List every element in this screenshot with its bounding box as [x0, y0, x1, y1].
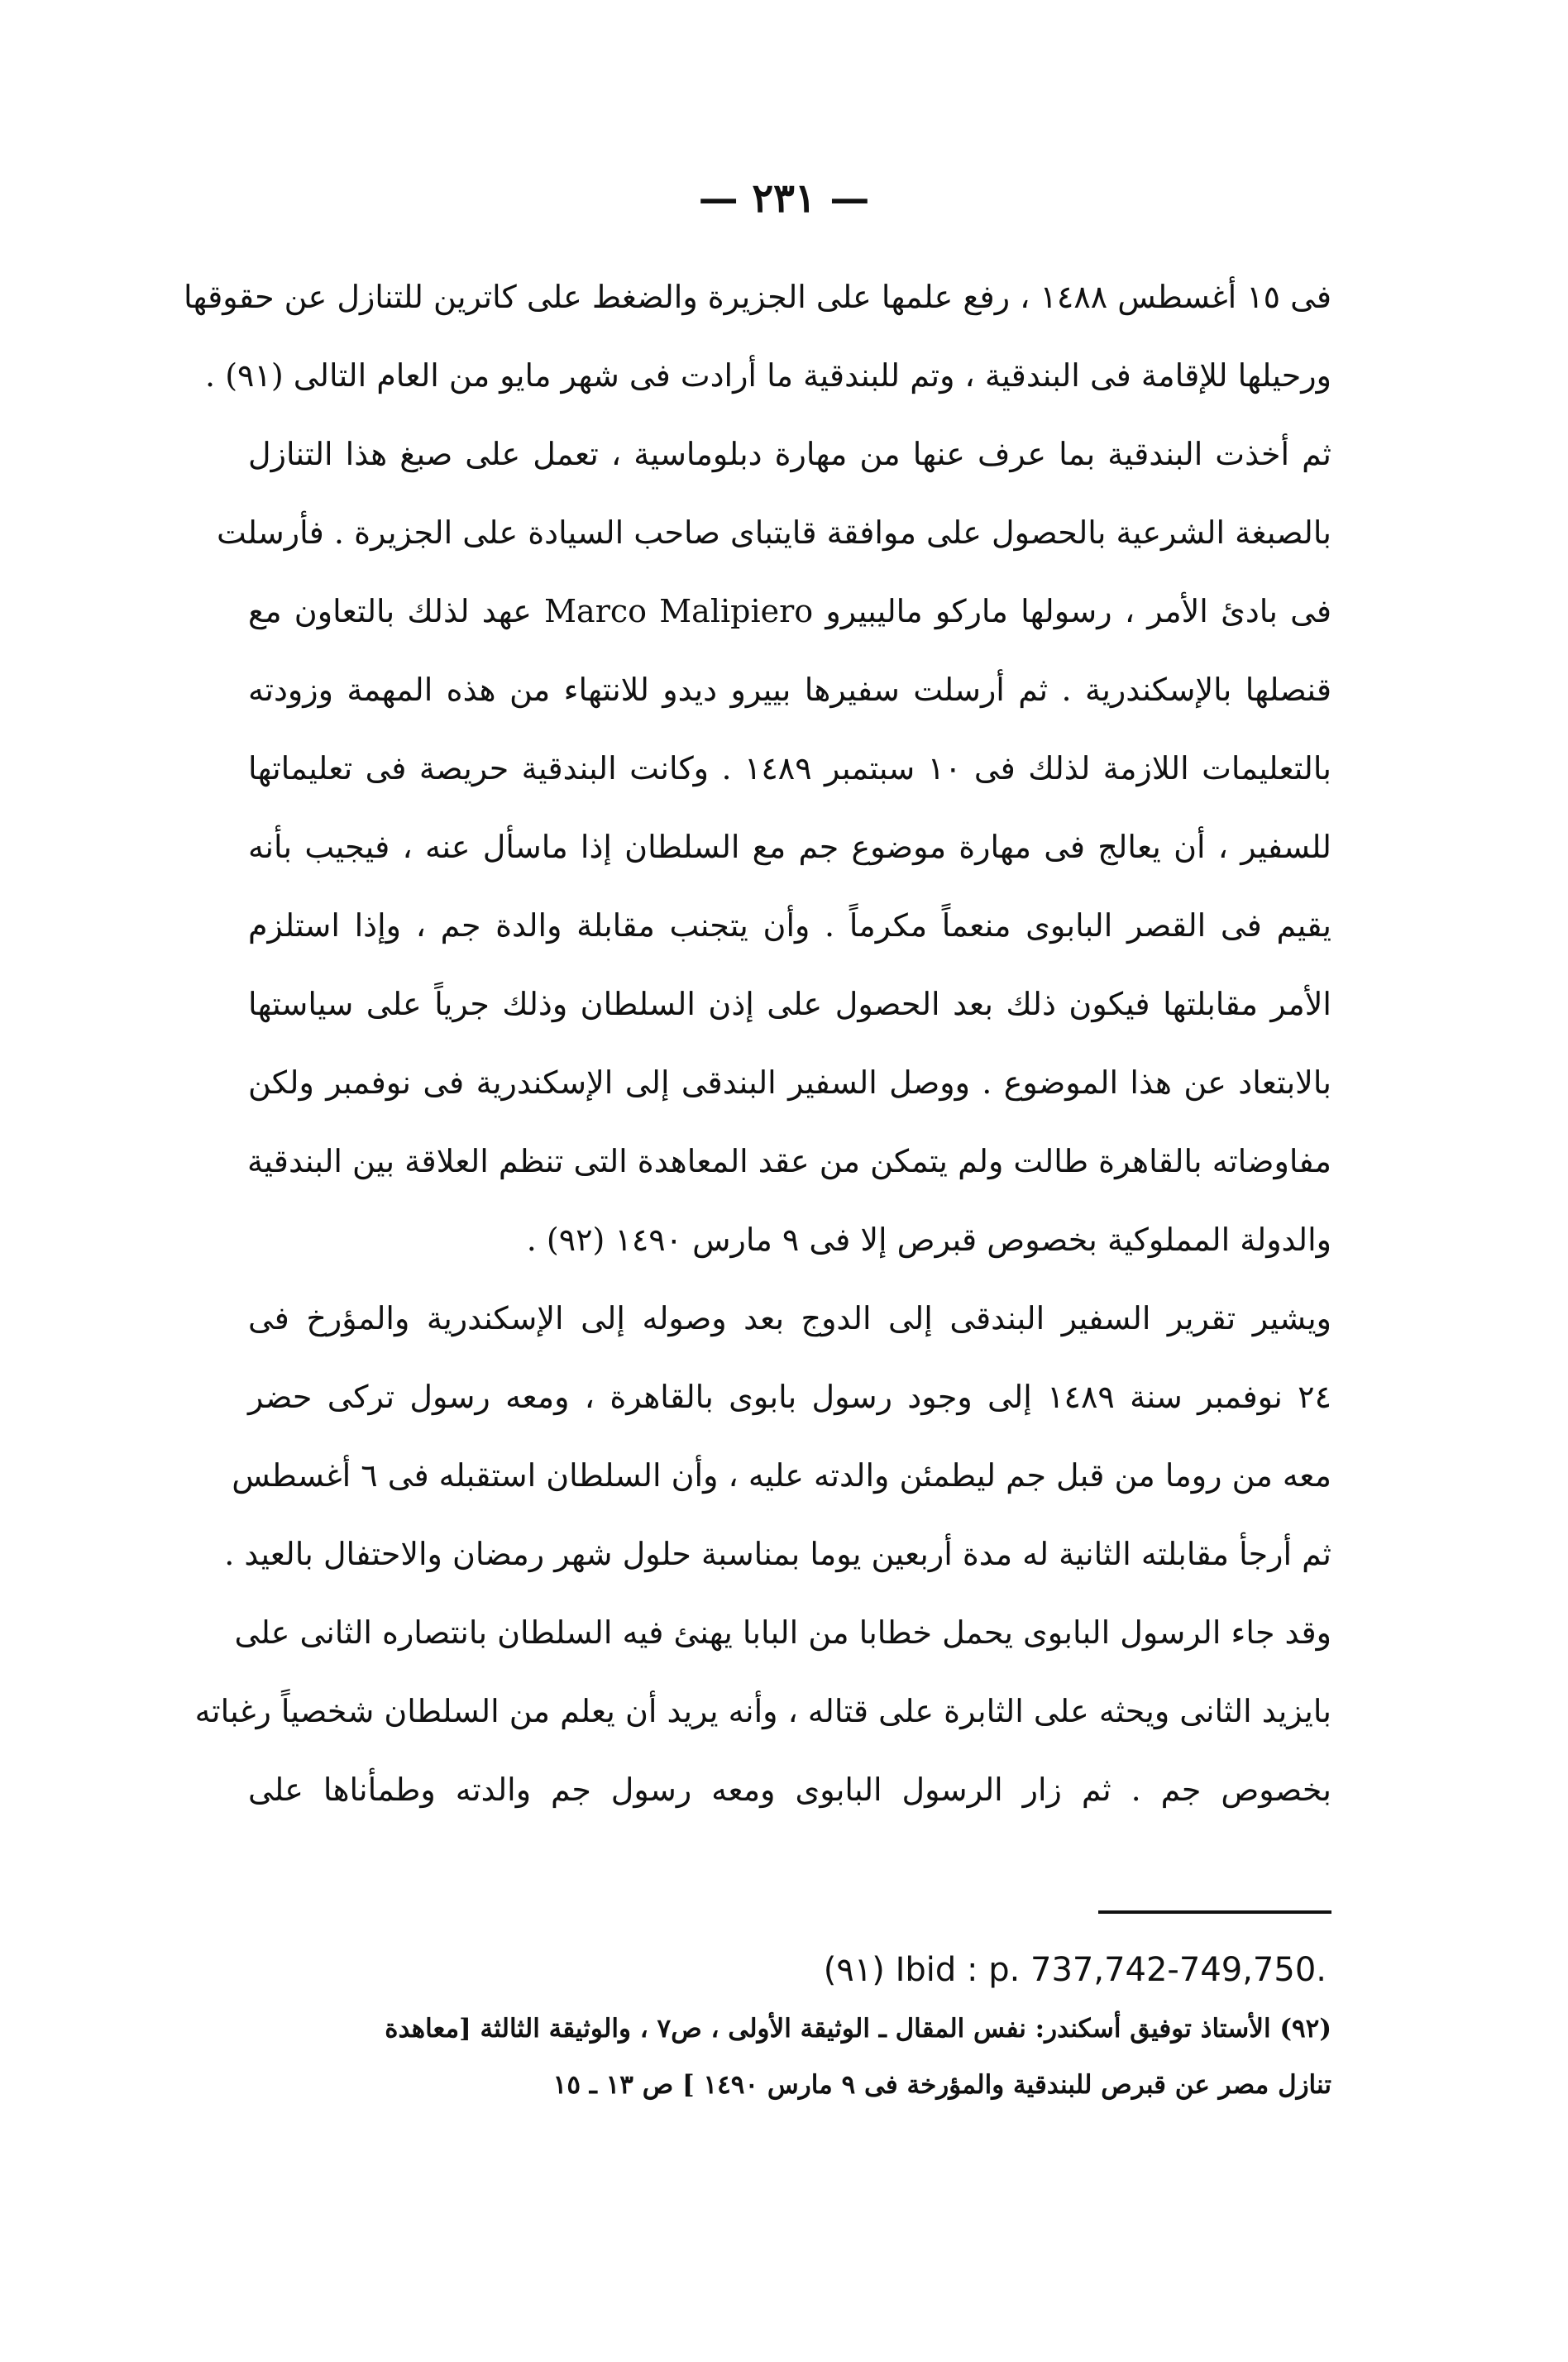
body-text	[183, 258, 1331, 1829]
text-line-19: بايزيد الثانى ويحثه على الثابرة على قتاله ، وأنه يريد أن يعلم من السلطان شخصياً رغباته	[194, 1693, 1331, 1729]
text-line-12: مفاوضاته بالقاهرة طالت ولم يتمكن من عقد المعاهدة التى تنظم العلاقة بين البندقية	[246, 1143, 1331, 1179]
text-line-3: ثم أخذت البندقية بما عرف عنها من مهارة دبلوماسية ، تعمل على صبغ هذا التنازل	[248, 436, 1331, 472]
text-line-14: ويشير تقرير السفير البندقى إلى الدوج بعد وصوله إلى الإسكندرية والمؤرخ فى	[248, 1300, 1331, 1336]
text-line-13: والدولة المملوكية بخصوص قبرص إلا فى ٩ مارس ١٤٩٠ (٩٢) .	[526, 1222, 1331, 1258]
footnote-92-line-2: تنازل مصر عن قبرص للبندقية والمؤرخة فى ٩ مارس ١٤٩٠ ] ص ١٣ ـ ١٥	[552, 2070, 1331, 2100]
text-line-16: معه من روما من قبل جم ليطمئن والدته عليه ، وأن السلطان استقبله فى ٦ أغسطس	[232, 1457, 1331, 1494]
footnote-91: (٩١) Ibid : p. 737,742-749,750.	[823, 1951, 1327, 1989]
text-line-20: بخصوص جم . ثم زار الرسول البابوى ومعه رسول جم والدته وطمأناها على	[248, 1772, 1331, 1808]
text-line-1: فى ١٥ أغسطس ١٤٨٨ ، رفع علمها على الجزيرة والضغط على كاترين للتنازل عن حقوقها	[183, 279, 1331, 315]
text-line-17: ثم أرجأ مقابلته الثانية له مدة أربعين يوما بمناسبة حلول شهر رمضان والاحتفال بالعيد .	[224, 1536, 1331, 1572]
text-line-6: قنصلها بالإسكندرية . ثم أرسلت سفيرها بييرو ديدو للانتهاء من هذه المهمة وزودته	[248, 672, 1331, 708]
text-line-15: ٢٤ نوفمبر سنة ١٤٨٩ إلى وجود رسول بابوى بالقاهرة ، ومعه رسول تركى حضر	[248, 1379, 1331, 1415]
text-line-2: ورحيلها للإقامة فى البندقية ، وتم للبندقية ما أرادت فى شهر مايو من العام التالى (٩١) .	[205, 357, 1331, 394]
text-line-18: وقد جاء الرسول البابوى يحمل خطابا من البابا يهنئ فيه السلطان بانتصاره الثانى على	[234, 1614, 1331, 1651]
text-line-8: للسفير ، أن يعالج فى مهارة موضوع جم مع السلطان إذا ماسأل عنه ، فيجيب بأنه	[248, 829, 1331, 865]
text-line-4: بالصبغة الشرعية بالحصول على موافقة قايتباى صاحب السيادة على الجزيرة . فأرسلت	[217, 514, 1331, 551]
text-line-9: يقيم فى القصر البابوى منعماً مكرماً . وأن يتجنب مقابلة والدة جم ، وإذا استلزم	[248, 907, 1331, 944]
footnote-divider	[1098, 1910, 1331, 1914]
text-line-10: الأمر مقابلتها فيكون ذلك بعد الحصول على إذن السلطان وذلك جرياً على سياستها	[248, 986, 1331, 1022]
text-line-11: بالابتعاد عن هذا الموضوع . ووصل السفير البندقى إلى الإسكندرية فى نوفمبر ولكن	[248, 1064, 1331, 1101]
footnotes	[248, 1939, 1331, 2113]
text-line-7: بالتعليمات اللازمة لذلك فى ١٠ سبتمبر ١٤٨٩ . وكانت البندقية حريصة فى تعليماتها	[248, 750, 1331, 787]
footnote-92-line-1: (٩٢) الأستاذ توفيق أسكندر: نفس المقال ـ الوثيقة الأولى ، ص٧ ، والوثيقة الثالثة [معاهدة	[385, 2014, 1331, 2044]
page-number: — ٢٣١ —	[698, 175, 870, 222]
text-line-5: فى بادئ الأمر ، رسولها ماركو ماليبيرو Marco Malipiero عهد لذلك بالتعاون مع	[248, 593, 1331, 629]
